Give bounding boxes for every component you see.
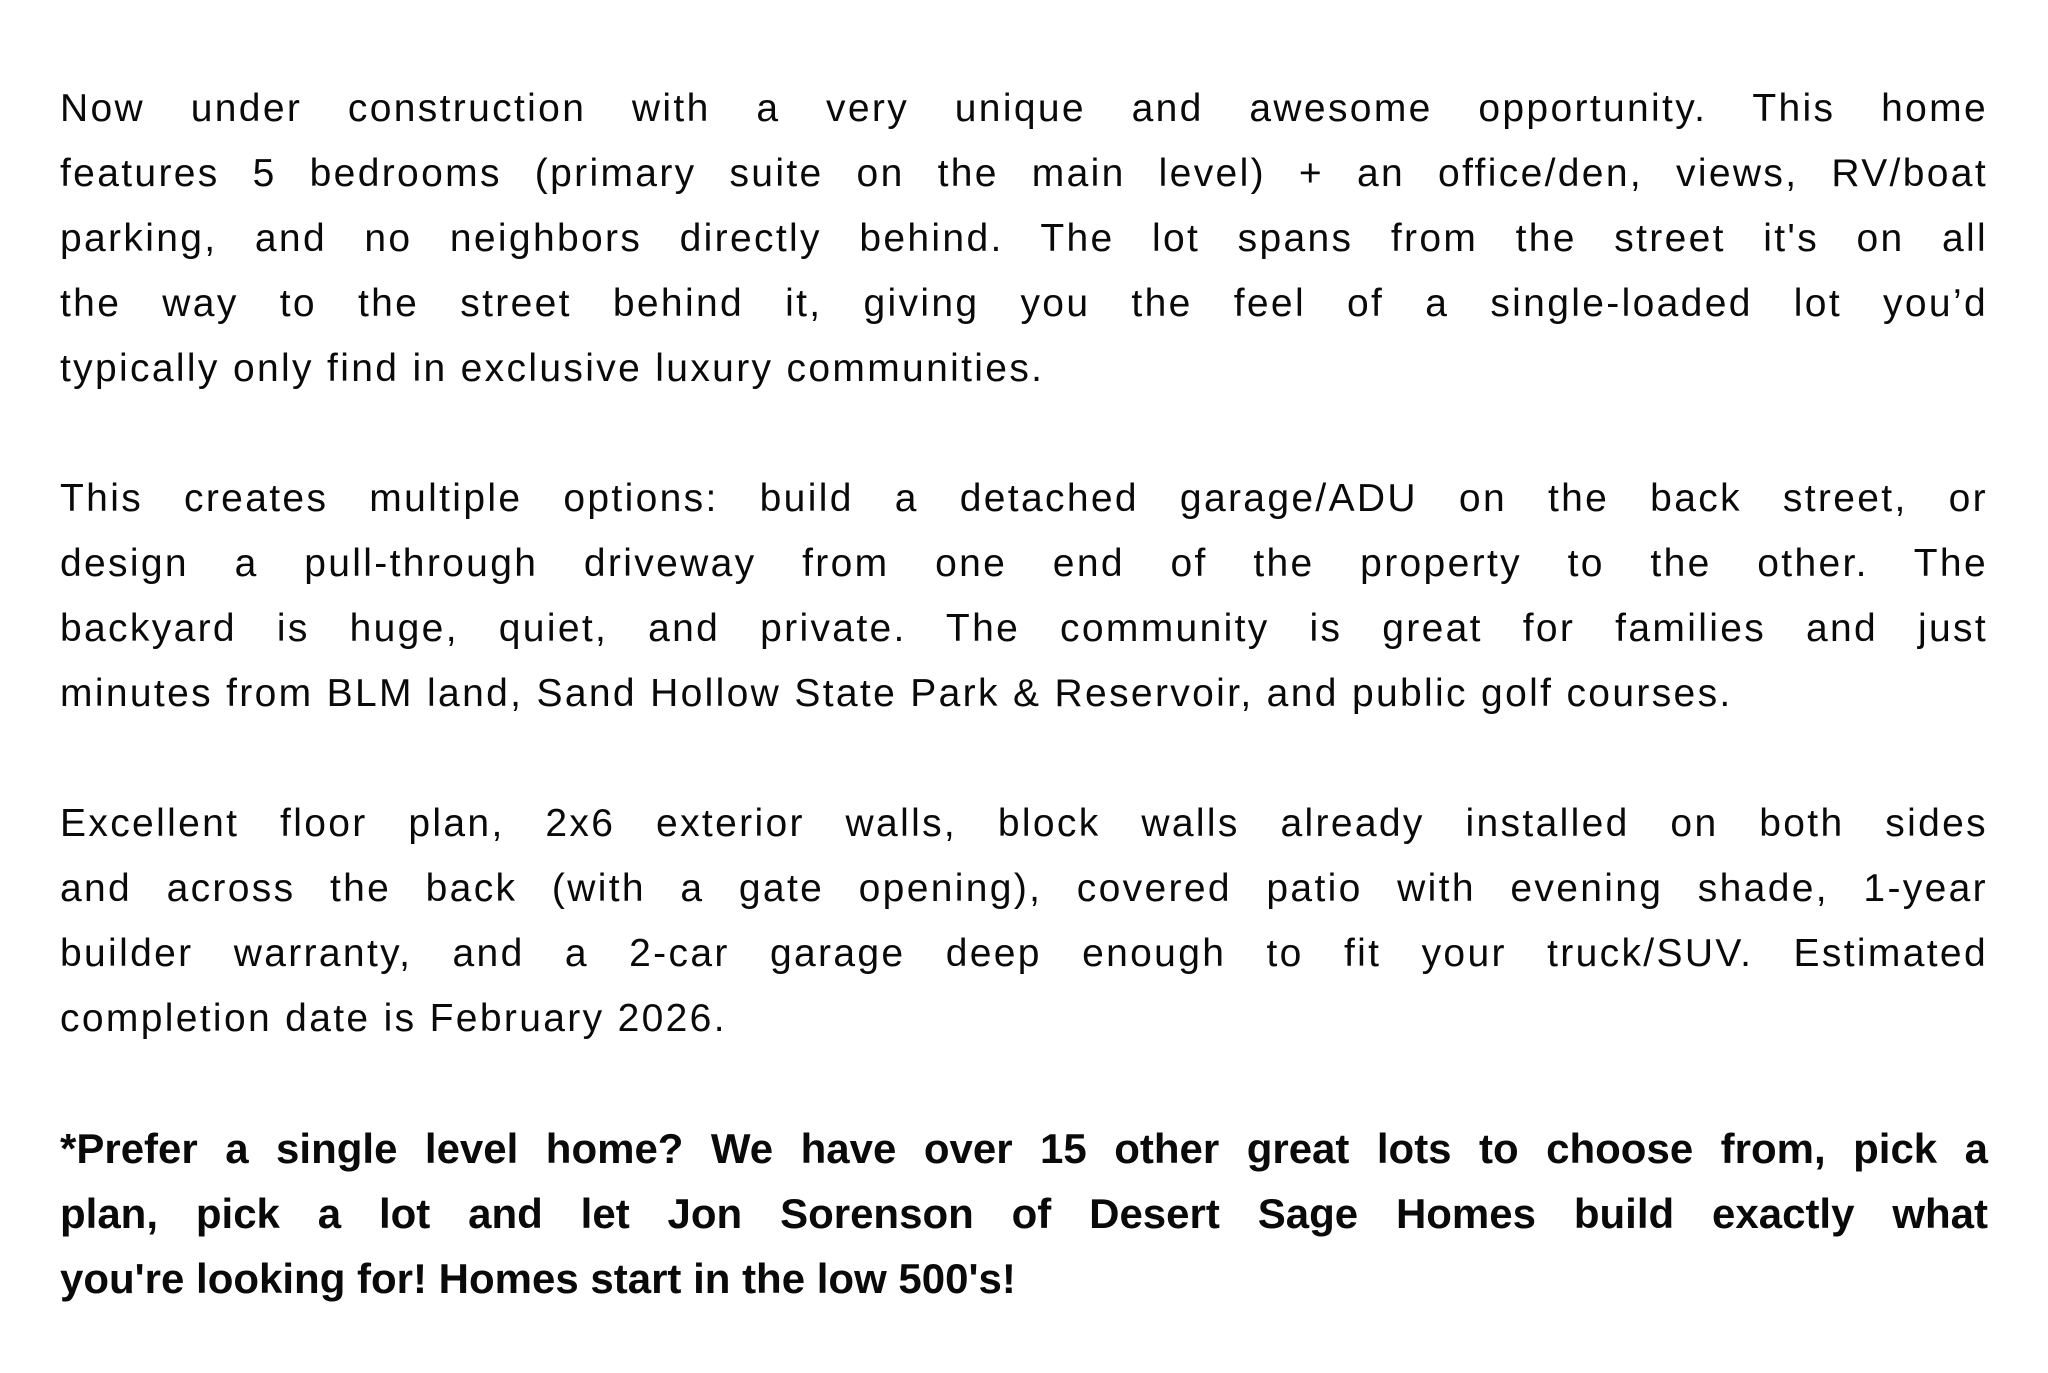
text-line: you're looking for! Homes start in the low 500's! xyxy=(60,1255,1016,1302)
paragraph-lot-options xyxy=(60,466,1988,726)
text-line: the way to the street behind it, giving you the feel of a single-loaded lot you’d xyxy=(60,282,1988,325)
paragraph-builder-promo xyxy=(60,1116,1988,1311)
text-line: builder warranty, and a 2-car garage deep enough to fit your truck/SUV. Estimated xyxy=(60,932,1988,975)
text-line: parking, and no neighbors directly behind. The lot spans from the street it's on all xyxy=(60,217,1988,260)
text-line: This creates multiple options: build a detached garage/ADU on the back street, or xyxy=(60,477,1988,520)
text-line: minutes from BLM land, Sand Hollow State Park & Reservoir, and public golf courses. xyxy=(60,672,1733,715)
text-line: and across the back (with a gate opening), covered patio with evening shade, 1-year xyxy=(60,867,1988,910)
text-line: backyard is huge, quiet, and private. The community is great for families and just xyxy=(60,607,1988,650)
text-line: plan, pick a lot and let Jon Sorenson of Desert Sage Homes build exactly what xyxy=(60,1190,1988,1237)
text-line: Excellent floor plan, 2x6 exterior walls, block walls already installed on both sides xyxy=(60,802,1988,845)
text-line: Now under construction with a very unique and awesome opportunity. This home xyxy=(60,87,1988,130)
text-line: *Prefer a single level home? We have over 15 other great lots to choose from, pick a xyxy=(60,1125,1988,1172)
text-line: completion date is February 2026. xyxy=(60,997,727,1040)
text-line: design a pull-through driveway from one end of the property to the other. The xyxy=(60,542,1988,585)
text-line: typically only find in exclusive luxury communities. xyxy=(60,347,1045,390)
text-line: features 5 bedrooms (primary suite on the main level) + an office/den, views, RV/boat xyxy=(60,152,1988,195)
paragraph-construction-details xyxy=(60,791,1988,1051)
paragraph-overview xyxy=(60,76,1988,401)
